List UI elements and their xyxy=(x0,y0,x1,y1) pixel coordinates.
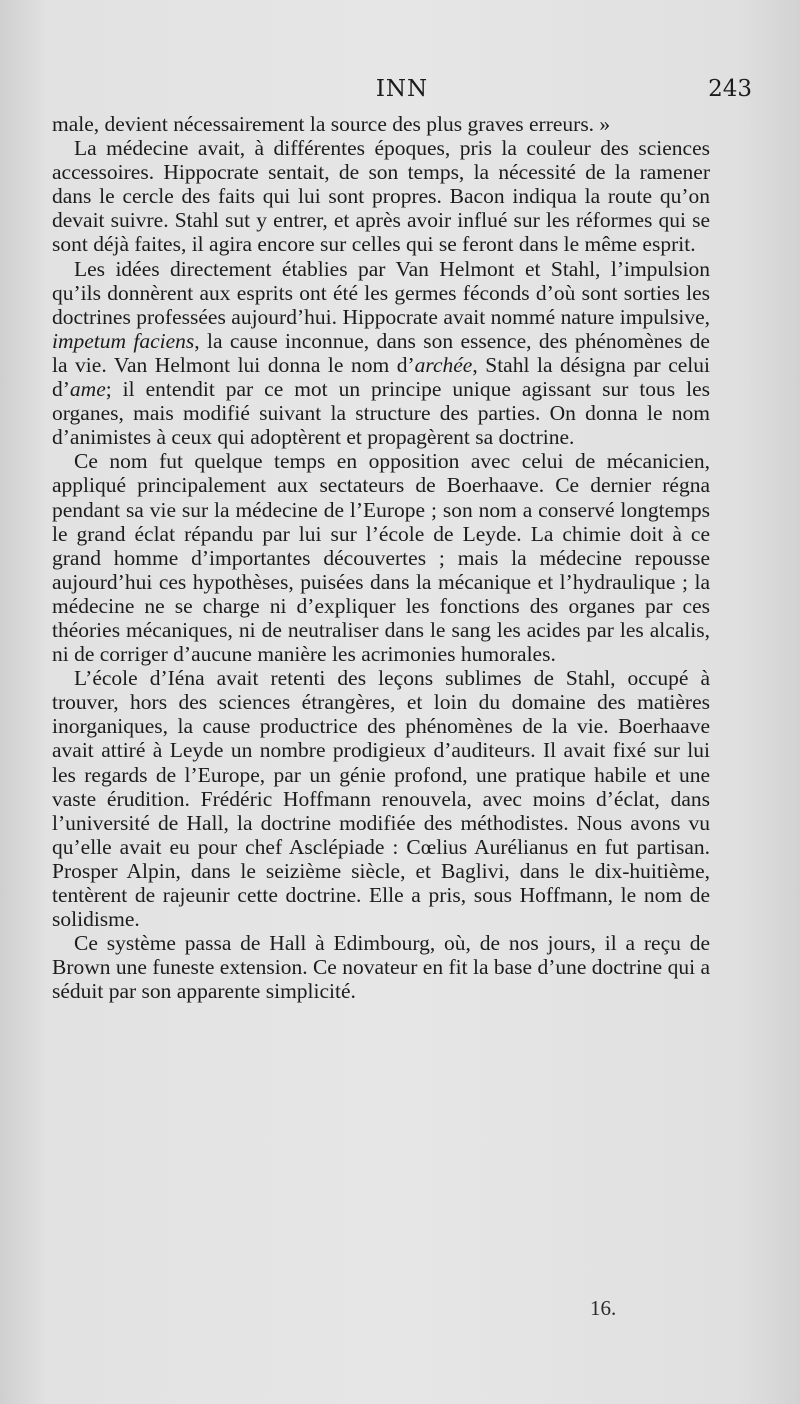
paragraph xyxy=(52,449,710,666)
italic-term: ame xyxy=(69,377,106,402)
text-run: Les idées directement établies par Van Helmont et Stahl, l’impulsion qu’ils donnèrent aux esprits ont été les germes féconds d’où sont sorties les doctrines professées aujourd’hui. Hippocrate avait nommé nature impulsive, xyxy=(52,256,710,329)
text-run: ; il entendit par ce mot un principe unique agissant sur tous les organes, mais modifié suivant la structure des parties. On donna le nom d’animistes à ceux qui adoptèrent et propagèrent sa doctrine. xyxy=(52,377,710,450)
paragraph xyxy=(52,931,710,1003)
paragraph xyxy=(52,666,710,931)
text-run: Ce nom fut quelque temps en opposition avec celui de mécanicien, appliqué principalement aux sectateurs de Boerhaave. Ce dernier régna pendant sa vie sur la médecine de l’Europe ; son nom a conservé longtemps le grand éclat répandu par lui sur l’école de Leyde. La chimie doit à ce grand homme d’importantes découvertes ; mais la médecine repousse aujourd’hui ces hypothèses, puisées dans la mécanique et l’hydraulique ; la médecine ne se charge ni d’expliquer les fonctions des organes par ces théories mécaniques, ni de neutraliser dans le sang les acides par les alcalis, ni de corriger d’aucune manière les acrimonies humorales. xyxy=(52,449,710,667)
text-run: , la cause inconnue, dans son essence, des phénomènes de la vie. Van Helmont lui donna le nom d’ xyxy=(52,328,710,377)
paragraph xyxy=(52,257,710,450)
text-run: La médecine avait, à différentes époques, pris la couleur des sciences accessoires. Hippocrate sentait, de son temps, la nécessité de la ramener dans le cercle des faits qui lui sont propres. Bacon indiqua la route qu’on devait suivre. Stahl sut y entrer, et après avoir influé sur les réformes qui se sont déjà faites, il agira encore sur celles qui se feront dans le même esprit. xyxy=(52,136,710,257)
page-number: 243 xyxy=(708,76,752,102)
italic-term: impetum faciens xyxy=(52,328,195,353)
text-run: , Stahl la désigna par celui d’ xyxy=(52,352,711,402)
text-run: male, devient nécessairement la source des plus graves erreurs. » xyxy=(52,112,611,136)
text-run: L’école d’Iéna avait retenti des leçons sublimes de Stahl, occupé à trouver, hors des sciences étrangères, et loin du domaine des matières inorganiques, la cause productrice des phénomènes de la vie. Boerhaave avait attiré à Leyde un nombre prodigieux d’auditeurs. Il avait fixé sur lui les regards de l’Europe, par un génie profond, une pratique habile et une vaste érudition. Frédéric Hoffmann renouvela, avec moins d’éclat, dans l’université de Hall, la doctrine modifiée des méthodistes. Nous avons vu qu’elle avait eu pour chef Asclépiade : Cœlius Aurélianus en fut partisan. Prosper Alpin, dans le seizième siècle, et Baglivi, dans le dix-huitième, tentèrent de rajeunir cette doctrine. Elle a pris, sous Hoffmann, le nom de solidisme. xyxy=(52,666,710,932)
running-head: INN xyxy=(375,76,429,102)
text-run: Ce système passa de Hall à Edimbourg, où, de nos jours, il a reçu de Brown une funeste extension. Ce novateur en fit la base d’une doctrine qui a séduit par son apparente simplicité. xyxy=(52,931,710,1004)
page-header xyxy=(52,72,752,106)
signature-mark: 16. xyxy=(590,1296,617,1320)
italic-term: archée xyxy=(414,352,473,377)
paragraph xyxy=(52,112,710,136)
paragraph xyxy=(52,136,710,256)
body-text xyxy=(52,112,710,1003)
